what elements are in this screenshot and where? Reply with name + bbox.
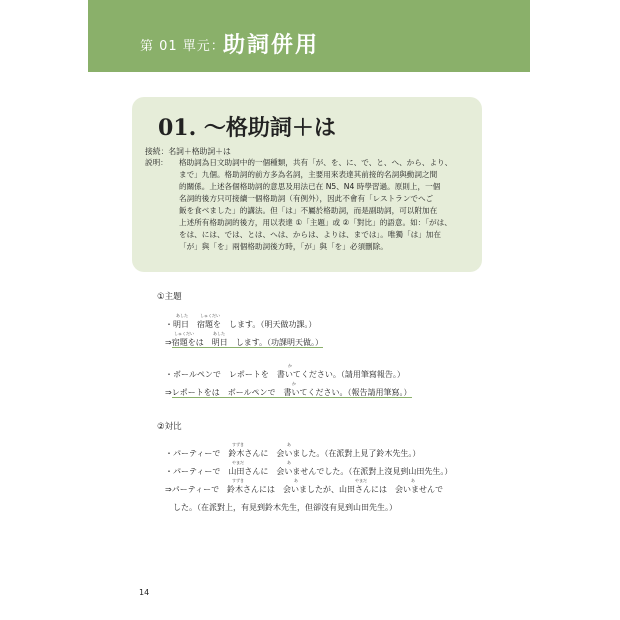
furigana: か <box>288 363 292 368</box>
example-sentence <box>165 484 443 495</box>
example-sentence <box>165 448 420 459</box>
example-text: した。（在派對上，有見到鈴木先生，但卻沒有見到山田先生。） <box>173 503 397 512</box>
explain-line: 格助詞為日文助詞中的一個種類，共有「が、を、に、で、と、へ、から、より、 <box>179 158 453 167</box>
example-sentence <box>165 466 452 477</box>
section-title: ②対比 <box>157 422 182 432</box>
example-text: パーティーで 鈴木さんには 会いましたが、山田さんには 会いませんで <box>171 485 444 494</box>
example-prefix: ・ <box>165 467 173 476</box>
explain-line: 的關係。上述各個格助詞的意思及用法已在 N5、N4 時學習過。原則上，一個 <box>179 182 441 191</box>
example-text: 宿題をは 明日 します。（功課明天做。） <box>171 338 324 347</box>
furigana: しゅくだい <box>174 331 194 336</box>
unit-header <box>88 0 530 72</box>
furigana: しゅくだい <box>200 313 220 318</box>
explain-label: 説明： <box>145 158 168 167</box>
explain-line: 上述所有格助詞的後方，用以表達 ①「主題」或 ②「對比」的語意。如：「がは、 <box>179 218 452 227</box>
explain-line: 飯を食べました」的講法。但「は」不屬於格助詞，而是副助詞，可以附加在 <box>179 206 438 215</box>
example-prefix: ・ <box>165 320 173 329</box>
example-sentence <box>165 337 323 348</box>
furigana: やまだ <box>232 460 244 465</box>
furigana: あ <box>294 478 298 483</box>
example-text: ボールペンで レポートを 書いてください。（請用筆寫報告。） <box>173 370 405 379</box>
example-sentence <box>165 319 316 330</box>
furigana: あした <box>176 313 188 318</box>
furigana: すずき <box>232 478 245 483</box>
explain-text <box>179 157 479 253</box>
example-text: 明日 宿題を します。（明天做功課。） <box>173 320 317 329</box>
page-number: 14 <box>139 588 150 597</box>
example-sentence <box>165 369 405 380</box>
furigana: やまだ <box>355 478 367 483</box>
explain-line: をは、には、では、とは、へは、からは、よりは、までは」。唯獨「は」加在 <box>179 230 441 239</box>
connect-line: 接続：名詞＋格助詞＋は <box>145 147 231 156</box>
grammar-heading: 01. ～格助詞＋は <box>158 115 336 141</box>
example-text: パーティーで 山田さんに 会いませんでした。（在派對上沒見到山田先生。） <box>173 467 453 476</box>
example-prefix: ・ <box>165 449 173 458</box>
explain-line: まで」九個。格助詞的前方多為名詞，主要用來表達其前接的名詞與動詞之間 <box>179 170 438 179</box>
furigana: すずき <box>232 442 245 447</box>
example-prefix: ⇒ <box>165 388 172 397</box>
example-sentence <box>165 387 412 398</box>
explain-line: 「が」與「を」兩個格助詞後方時，「が」與「を」必須刪除。 <box>179 242 388 251</box>
unit-title: 助詞併用 <box>223 33 320 58</box>
furigana: あ <box>287 460 291 465</box>
furigana: あした <box>213 331 225 336</box>
furigana: あ <box>287 442 291 447</box>
explain-line: 名詞的後方只可接續一個格助詞（有例外），因此不會有「レストランでへご <box>179 194 434 203</box>
example-text: レポートをは ボールペンで 書いてください。（報告請用筆寫。） <box>171 388 412 397</box>
furigana: か <box>292 381 296 386</box>
example-sentence <box>173 502 397 513</box>
section-title: ①主題 <box>157 292 182 302</box>
example-text: パーティーで 鈴木さんに 会いました。（在派對上見了鈴木先生。） <box>173 449 421 458</box>
unit-number: 第 01 單元： <box>140 39 225 54</box>
example-prefix: ⇒ <box>165 485 172 494</box>
example-prefix: ・ <box>165 370 173 379</box>
example-prefix: ⇒ <box>165 338 172 347</box>
furigana: あ <box>411 478 415 483</box>
